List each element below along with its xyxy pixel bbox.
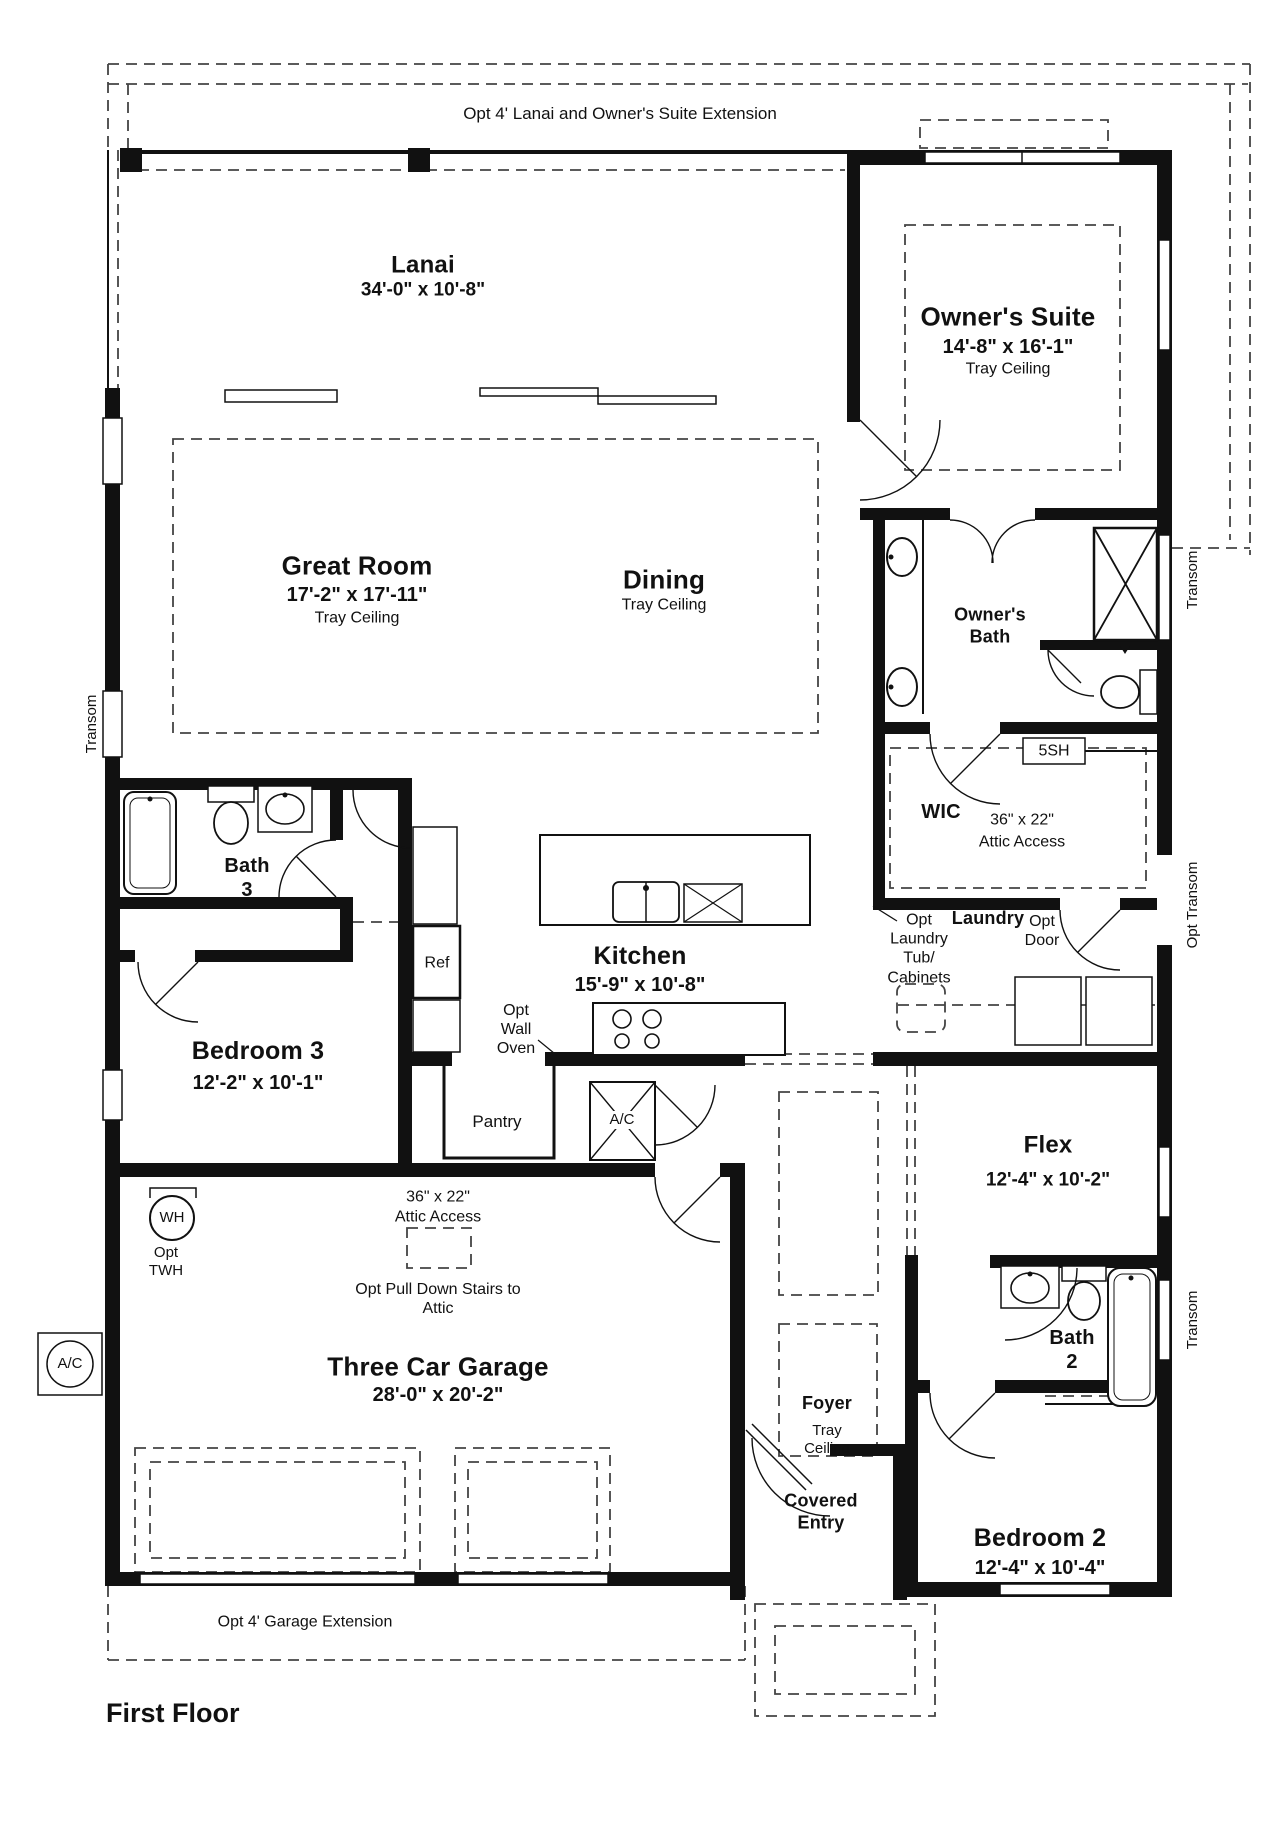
opt-laundry-tub-label: Opt Laundry Tub/ Cabinets [887, 911, 951, 987]
room-great-room-note: Tray Ceiling [314, 609, 400, 627]
opt-twh-label: Opt TWH [148, 1244, 184, 1279]
room-bedroom-2-dims: 12'-4" x 10'-4" [974, 1557, 1106, 1579]
room-garage-name: Three Car Garage [327, 1351, 549, 1382]
room-bedroom-3-name: Bedroom 3 [191, 1037, 325, 1065]
transom-label-left: Transom [83, 694, 100, 754]
room-bedroom-2-name: Bedroom 2 [973, 1524, 1107, 1552]
room-owners-suite-note: Tray Ceiling [965, 360, 1051, 378]
room-pantry-name: Pantry [472, 1111, 522, 1131]
room-lanai-name: Lanai [391, 251, 455, 279]
option-garage-extension-label: Opt 4' Garage Extension [217, 1613, 393, 1631]
fixtures [38, 528, 1157, 1490]
ac-closet-label: A/C [609, 1111, 635, 1128]
room-bedroom-3-dims: 12'-2" x 10'-1" [192, 1072, 324, 1094]
room-great-room-name: Great Room [281, 550, 433, 581]
room-kitchen-dims: 15'-9" x 10'-8" [574, 974, 706, 996]
room-dining-note: Tray Ceiling [621, 596, 707, 614]
room-owners-suite-dims: 14'-8" x 16'-1" [942, 336, 1074, 358]
option-top-extension-label: Opt 4' Lanai and Owner's Suite Extension [463, 103, 777, 123]
room-lanai-dims: 34'-0" x 10'-8" [360, 279, 486, 301]
opt-transom-label-right: Opt Transom [1184, 861, 1201, 949]
transom-label-right-top: Transom [1184, 550, 1201, 610]
wic-attic-size-label: 36" x 22" [990, 811, 1054, 829]
room-flex-dims: 12'-4" x 10'-2" [985, 1169, 1111, 1191]
room-owners-bath-name: Owner's Bath [954, 604, 1026, 646]
opt-door-label: Opt Door [1024, 912, 1060, 949]
room-kitchen-name: Kitchen [593, 942, 687, 970]
room-wic-name: WIC [921, 801, 961, 823]
wh-label: WH [159, 1209, 185, 1226]
wic-attic-access-label: Attic Access [978, 833, 1066, 851]
transom-label-right-bottom: Transom [1184, 1290, 1201, 1350]
room-foyer-note: Tray Ceiling [804, 1422, 850, 1457]
garage-attic-access-label: Attic Access [394, 1208, 482, 1226]
pull-down-stairs-label: Opt Pull Down Stairs to Attic [355, 1280, 521, 1317]
room-foyer-name: Foyer [801, 1393, 853, 1414]
ac-pad-label: A/C [57, 1355, 83, 1372]
opt-wall-oven-label: Opt Wall Oven [496, 1002, 536, 1058]
room-bath-2-name: Bath 2 [1049, 1327, 1095, 1373]
room-laundry-name: Laundry [951, 908, 1025, 929]
room-covered-entry-name: Covered Entry [784, 1490, 858, 1532]
room-flex-name: Flex [1023, 1131, 1073, 1159]
ref-label: Ref [424, 954, 450, 972]
shelf-5sh-label: 5SH [1038, 742, 1070, 760]
room-owners-suite-name: Owner's Suite [920, 301, 1096, 332]
room-dining-name: Dining [622, 564, 706, 595]
room-great-room-dims: 17'-2" x 17'-11" [286, 584, 428, 606]
garage-attic-size-label: 36" x 22" [406, 1188, 470, 1206]
page-title: First Floor [106, 1698, 240, 1728]
room-garage-dims: 28'-0" x 20'-2" [372, 1384, 504, 1406]
room-bath-3-name: Bath 3 [224, 855, 270, 901]
